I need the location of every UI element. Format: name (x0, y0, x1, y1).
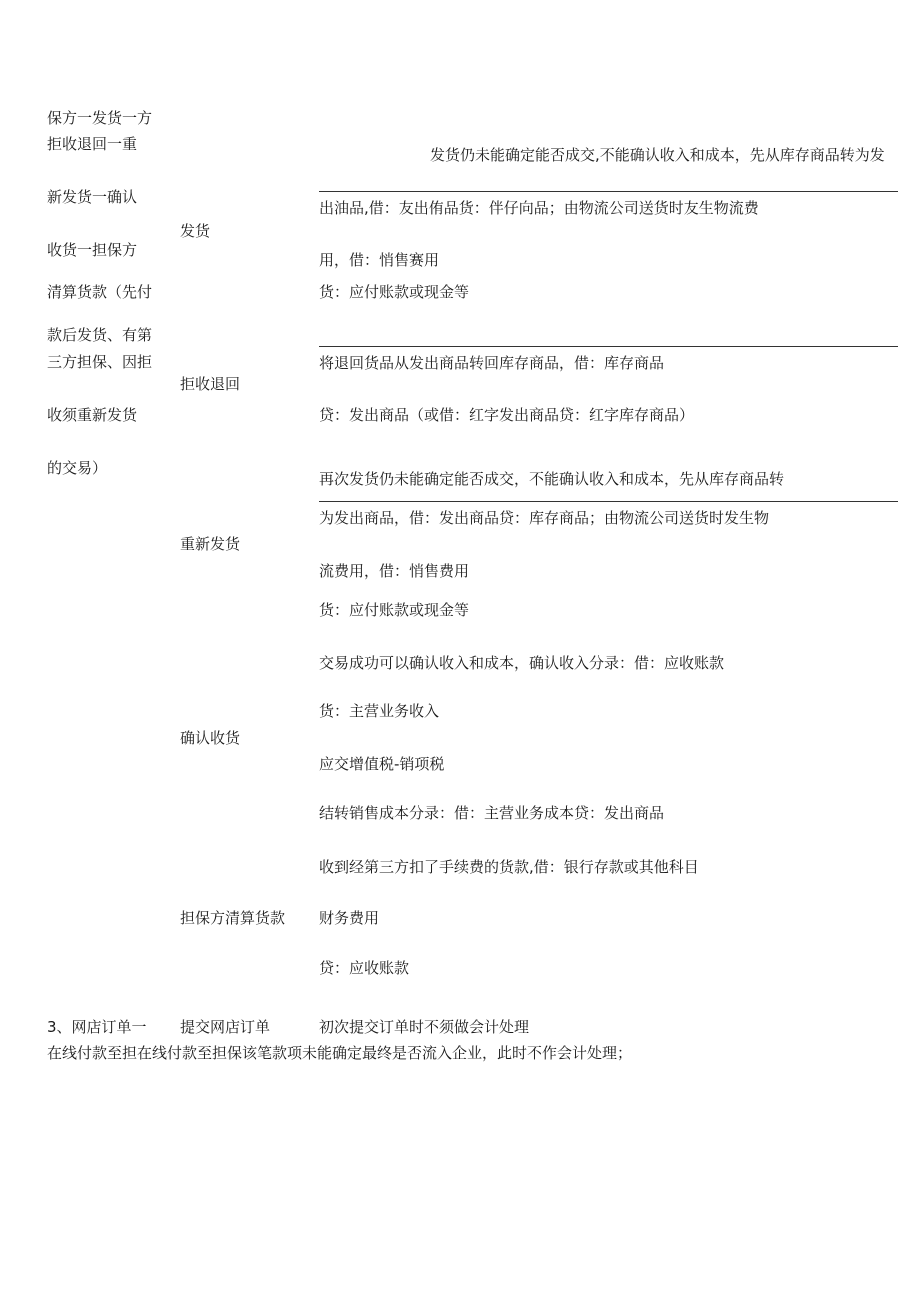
confirm-line-3: 应交增值税-销项税 (319, 755, 445, 773)
section3-continuation: 在线付款至担在线付款至担保该笔款项未能确定最终是否流入企业，此时不作会计处理； (47, 1044, 633, 1062)
section3-label: 3、网店订单一 (47, 1018, 147, 1036)
row-divider (319, 346, 898, 347)
ship-line-3: 用，借：悄售赛用 (319, 251, 440, 269)
flow-text-line-1: 保方一发货一方 (47, 109, 153, 127)
stage-settle: 担保方清算货款 (180, 909, 286, 927)
row-divider (319, 191, 898, 192)
confirm-line-4: 结转销售成本分录：借：主营业务成本贷：发出商品 (319, 804, 665, 822)
flow-text-line-3: 新发货一确认 (47, 188, 138, 206)
flow-text-line-4: 收货一担保方 (47, 241, 138, 259)
flow-text-line-8: 收须重新发货 (47, 406, 138, 424)
settle-line-3: 贷：应收账款 (319, 959, 410, 977)
flow-text-line-5: 清算货款（先付 (47, 283, 153, 301)
stage-reject: 拒收退回 (180, 375, 241, 393)
reship-line-2: 为发出商品，借：发出商品贷：库存商品；由物流公司送货时发生物 (319, 509, 770, 527)
flow-text-line-7: 三方担保、因拒 (47, 353, 153, 371)
section3-stage: 提交网店订单 (180, 1018, 271, 1036)
settle-line-2: 财务费用 (319, 909, 380, 927)
confirm-line-2: 货：主营业务收入 (319, 702, 440, 720)
confirm-line-1: 交易成功可以确认收入和成本，确认收入分录：借：应收账款 (319, 654, 725, 672)
reship-line-1: 再次发货仍未能确定能否成交，不能确认收入和成本，先从库存商品转 (319, 470, 785, 488)
reship-line-3: 流费用，借：悄售费用 (319, 562, 470, 580)
flow-text-line-9: 的交易） (47, 459, 108, 477)
stage-reship: 重新发货 (180, 535, 241, 553)
section3-text: 初次提交订单时不须做会计处理 (319, 1018, 530, 1036)
flow-text-line-6: 款后发货、有第 (47, 326, 153, 344)
reject-line-2: 贷：发出商品（或借：红字发出商品贷：红字库存商品） (319, 406, 695, 424)
ship-line-1: 发货仍未能确定能否成交,不能确认收入和成本，先从库存商品转为发 (430, 146, 885, 164)
stage-confirm: 确认收货 (180, 729, 241, 747)
flow-text-line-2: 拒收退回一重 (47, 135, 138, 153)
reship-line-4: 货：应付账款或现金等 (319, 601, 470, 619)
ship-line-4: 货：应付账款或现金等 (319, 283, 470, 301)
row-divider (319, 501, 898, 502)
reject-line-1: 将退回货品从发出商品转回库存商品，借：库存商品 (319, 354, 665, 372)
settle-line-1: 收到经第三方扣了手续费的货款,借：银行存款或其他科目 (319, 858, 699, 876)
stage-ship: 发货 (180, 222, 211, 240)
ship-line-2: 出油品,借：友出侑品货：伴仔向品；由物流公司送货时友生物流费 (319, 199, 759, 217)
